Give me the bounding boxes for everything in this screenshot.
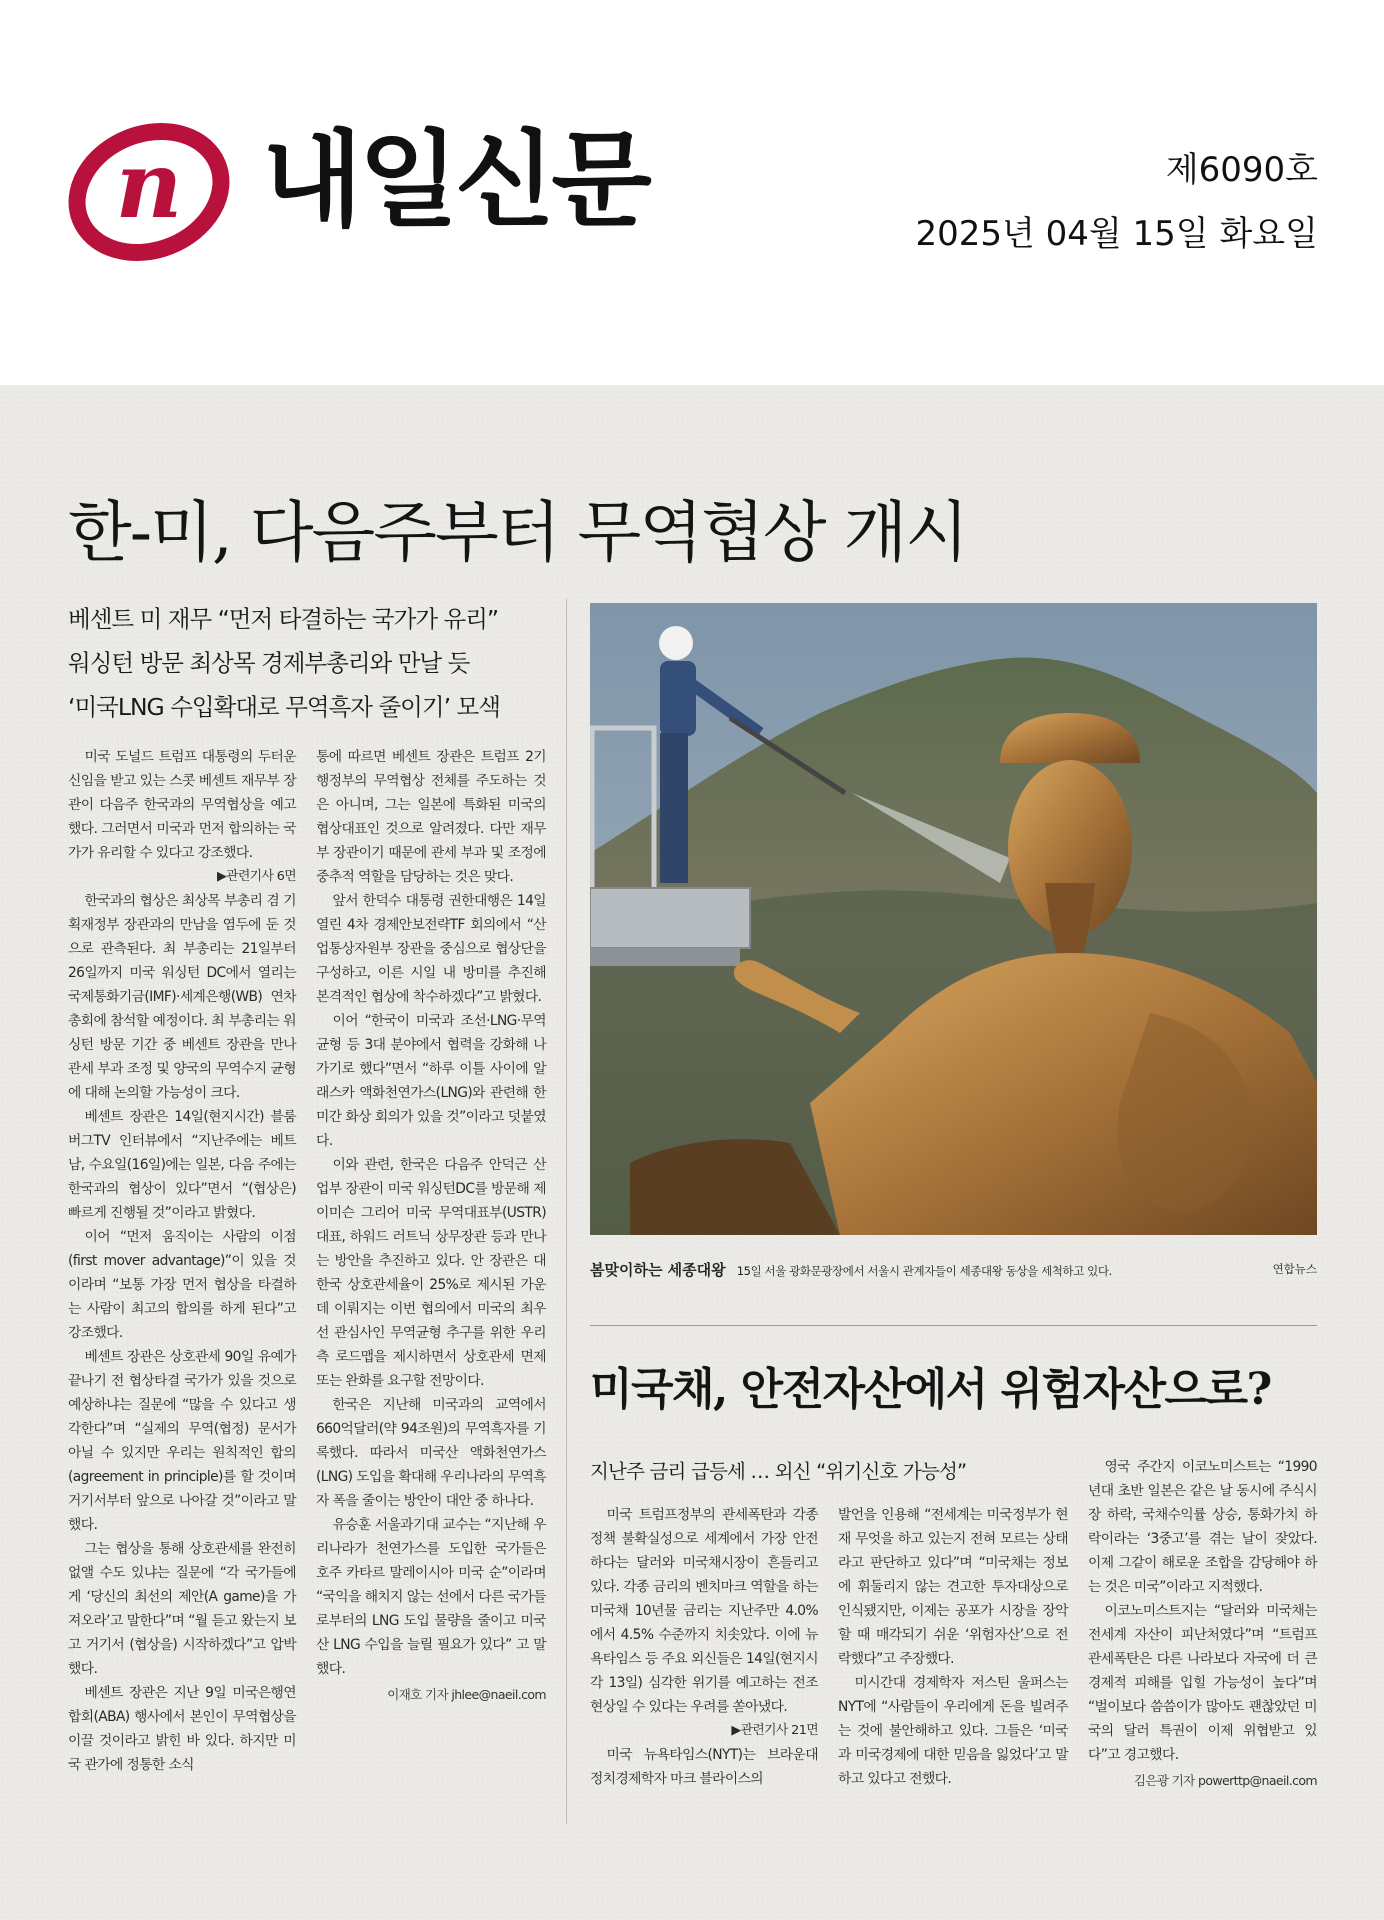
- second-column-2: [838, 1503, 1068, 1791]
- lead-column-1: [68, 745, 296, 1777]
- paragraph: 통에 따르면 베센트 장관은 트럼프 2기 행정부의 무역협상 전체를 주도하는 것은 아니며, 그는 일본에 특화된 미국의 협상대표인 것으로 알려졌다. 다만 재무부 장관이기 때문에 관세 부과 및 조정에 중추적 역할을 담당하는 것은 맞다.: [316, 749, 546, 885]
- paragraph: 베센트 장관은 지난 9일 미국은행연합회(ABA) 행사에서 본인이 무역협상을 이끌 것이라고 밝힌 바 있다. 하지만 미국 관가에 정통한 소식: [68, 1685, 296, 1773]
- paragraph: 유승훈 서울과기대 교수는 “지난해 우리나라가 천연가스를 도입한 국가들은 호주 카타르 말레이시아 미국 순”이라며 “국익을 해치지 않는 선에서 다른 국가들로부터의 LNG 도입 물량을 줄이고 미국산 LNG 수입을 늘릴 필요가 있다” 고 말했다.: [316, 1517, 546, 1677]
- second-byline: 김은광 기자 powerttp@naeil.com: [1133, 1773, 1317, 1788]
- caption-title: 봄맞이하는 세종대왕: [590, 1261, 726, 1279]
- second-headline: 미국채, 안전자산에서 위험자산으로?: [590, 1364, 1271, 1415]
- paragraph: 미국 뉴욕타임스(NYT)는 브라운대 정치경제학자 마크 블라이스의: [590, 1747, 818, 1787]
- paragraph: 베센트 장관은 상호관세 90일 유예가 끝나기 전 협상타결 국가가 있을 것으로 예상하냐는 질문에 “많을 수 있다고 생각한다”며 “실제의 무역(협정) 문서가 아닐 수 있지만 우리는 원칙적인 합의(agreement in principle)를 할 것이며 거기서부터 앞으로 나아갈 것”이라고 말했다.: [68, 1349, 296, 1533]
- caption-text: 15일 서울 광화문광장에서 서울시 관계자들이 세종대왕 동상을 세척하고 있다.: [736, 1264, 1112, 1278]
- second-column-1: [590, 1503, 818, 1791]
- paragraph: 영국 주간지 이코노미스트는 “1990년대 초반 일본은 같은 날 동시에 주식시장 하락, 국채수익률 상승, 통화가치 하락이라는 ‘3중고’를 겪는 날이 잦았다. 이제 그같이 해로운 조합을 감당해야 하는 것은 미국”이라고 지적했다.: [1088, 1459, 1317, 1595]
- second-subhead: 지난주 금리 급등세 … 외신 “위기신호 가능성”: [590, 1460, 967, 1483]
- column-divider: [566, 599, 567, 1824]
- paragraph: 한국은 지난해 미국과의 교역에서 660억달러(약 94조원)의 무역흑자를 기록했다. 따라서 미국산 액화천연가스(LNG) 도입을 확대해 우리나라의 무역흑자 폭을 줄이는 방안이 대안 중 하나다.: [316, 1397, 546, 1509]
- issue-date: 2025년 04월 15일 화요일: [915, 214, 1318, 254]
- issue-number: 제6090호: [1165, 150, 1318, 190]
- sejong-statue-photo[interactable]: [590, 603, 1317, 1235]
- lead-byline: 이재호 기자 jhlee@naeil.com: [387, 1687, 546, 1702]
- paragraph: 이어 “먼저 움직이는 사람의 이점(first mover advantage)”이 있을 것이라며 “보통 가장 먼저 협상을 타결하는 사람이 최고의 합의를 하게 된다”고 강조했다.: [68, 1229, 296, 1341]
- paragraph: 미국 도널드 트럼프 대통령의 두터운 신임을 받고 있는 스콧 베센트 재무부 장관이 다음주 한국과의 무역협상을 예고했다. 그러면서 미국과 먼저 합의하는 국가가 유리할 수 있다고 강조했다.: [68, 749, 296, 861]
- newspaper-name[interactable]: 내일신문: [262, 119, 648, 241]
- masthead: [0, 0, 1384, 385]
- paragraph: 그는 협상을 통해 상호관세를 완전히 없앨 수도 있냐는 질문에 “각 국가들에게 ‘당신의 최선의 제안(A game)을 가져오라’고 말한다”며 “월 듣고 왔는지 보고 거기서 (협상을) 시작하겠다”고 압박했다.: [68, 1541, 296, 1677]
- lead-subheads: [68, 597, 548, 729]
- paragraph: 이어 “한국이 미국과 조선·LNG·무역균형 등 3대 분야에서 협력을 강화해 나가기로 했다”면서 “하루 이틀 사이에 알래스카 액화천연가스(LNG)와 관련해 한미간 화상 회의가 있을 것”이라고 덧붙였다.: [316, 1013, 546, 1149]
- paragraph: 앞서 한덕수 대통령 권한대행은 14일 열린 4차 경제안보전략TF 회의에서 “산업통상자원부 장관을 중심으로 협상단을 구성하고, 이른 시일 내 방미를 추진해 본격적인 협상에 착수하겠다”고 밝혔다.: [316, 893, 546, 1005]
- paragraph: 미시간대 경제학자 저스틴 울퍼스는 NYT에 “사람들이 우리에게 돈을 빌려주는 것에 불안해하고 있다. 그들은 ‘미국과 미국경제에 대한 믿음을 잃었다’고 말하고 있다고 전했다.: [838, 1675, 1068, 1787]
- paragraph: 이코노미스트지는 “달러와 미국채는 전세계 자산이 피난처였다”며 “트럼프 관세폭탄은 다른 나라보다 자국에 더 큰 경제적 피해를 입힐 가능성이 높다”며 “벌이보다 씀씀이가 많아도 괜찮았던 미국의 달러 특권이 이제 위협받고 있다”고 경고했다.: [1088, 1603, 1317, 1763]
- lead-subhead-3: ‘미국LNG 수입확대로 무역흑자 줄이기’ 모색: [68, 693, 500, 721]
- photo-credit: 연합뉴스: [1272, 1262, 1317, 1276]
- paragraph: 한국과의 협상은 최상목 부총리 겸 기획재정부 장관과의 만남을 염두에 둔 것으로 관측된다. 최 부총리는 21일부터 26일까지 미국 워싱턴 DC에서 열리는 국제통화기금(IMF)·세계은행(WB) 연차총회에 참석할 예정이다. 최 부총리는 워싱턴 방문 기간 중 베센트 장관을 만나 관세 부과 조정 및 양국의 무역수지 균형에 대해 논의할 가능성이 크다.: [68, 893, 296, 1101]
- lead-subhead-2: 워싱턴 방문 최상목 경제부총리와 만날 듯: [68, 649, 470, 677]
- lead-subhead-1: 베센트 미 재무 “먼저 타결하는 국가가 유리”: [68, 605, 499, 633]
- issue-info: [915, 148, 1318, 256]
- lead-column-2: [316, 745, 546, 1707]
- lead-headline: 한-미, 다음주부터 무역협상 개시: [68, 494, 968, 571]
- photo-illustration: [590, 603, 1317, 1235]
- section-divider: [590, 1325, 1317, 1326]
- photo-caption: [590, 1259, 1317, 1280]
- related-article-ref[interactable]: ▶관련기사 21면: [731, 1723, 818, 1738]
- logo-letter: n: [115, 131, 183, 239]
- paragraph: 이와 관련, 한국은 다음주 안덕근 산업부 장관이 미국 워싱턴DC를 방문해 제이미슨 그리어 미국 무역대표부(USTR) 대표, 하워드 러트닉 상무장관 등과 만나는 방안을 추진하고 있다. 안 장관은 대한국 상호관세율이 25%로 제시된 가운데 이뤄지는 이번 협의에서 미국의 최우선 관심사인 무역균형 추구를 위한 우리측 로드맵을 제시하면서 상호관세 면제 또는 완화를 요구할 전망이다.: [316, 1157, 546, 1389]
- paragraph: 발언을 인용해 “전세계는 미국정부가 현재 무엇을 하고 있는지 전혀 모르는 상태라고 판단하고 있다”며 “미국채는 정보에 휘둘리지 않는 견고한 투자대상으로 인식됐지만, 이제는 공포가 시장을 장악할 때 매각되기 쉬운 ‘위험자산’으로 전락했다”고 주장했다.: [838, 1507, 1068, 1667]
- paragraph: 미국 트럼프정부의 관세폭탄과 각종 정책 불확실성으로 세계에서 가장 안전하다는 달러와 미국채시장이 흔들리고 있다. 각종 금리의 벤치마크 역할을 하는 미국채 10년물 금리는 지난주만 4.0%에서 4.5% 수준까지 치솟았다. 이에 뉴욕타임스 등 주요 외신들은 14일(현지시각 13일) 심각한 위기를 예고하는 전조현상일 수 있다는 우려를 쏟아냈다.: [590, 1507, 818, 1715]
- paragraph: 베센트 장관은 14일(현지시간) 블룸버그TV 인터뷰에서 “지난주에는 베트남, 수요일(16일)에는 일본, 다음 주에는 한국과의 협상이 있다”면서 “(협상은) 빠르게 진행될 것”이라고 밝혔다.: [68, 1109, 296, 1221]
- newspaper-page: [0, 385, 1384, 1920]
- related-article-ref[interactable]: ▶관련기사 6면: [216, 869, 296, 884]
- naeil-logo-icon[interactable]: [66, 112, 232, 272]
- second-column-3: [1088, 1455, 1317, 1793]
